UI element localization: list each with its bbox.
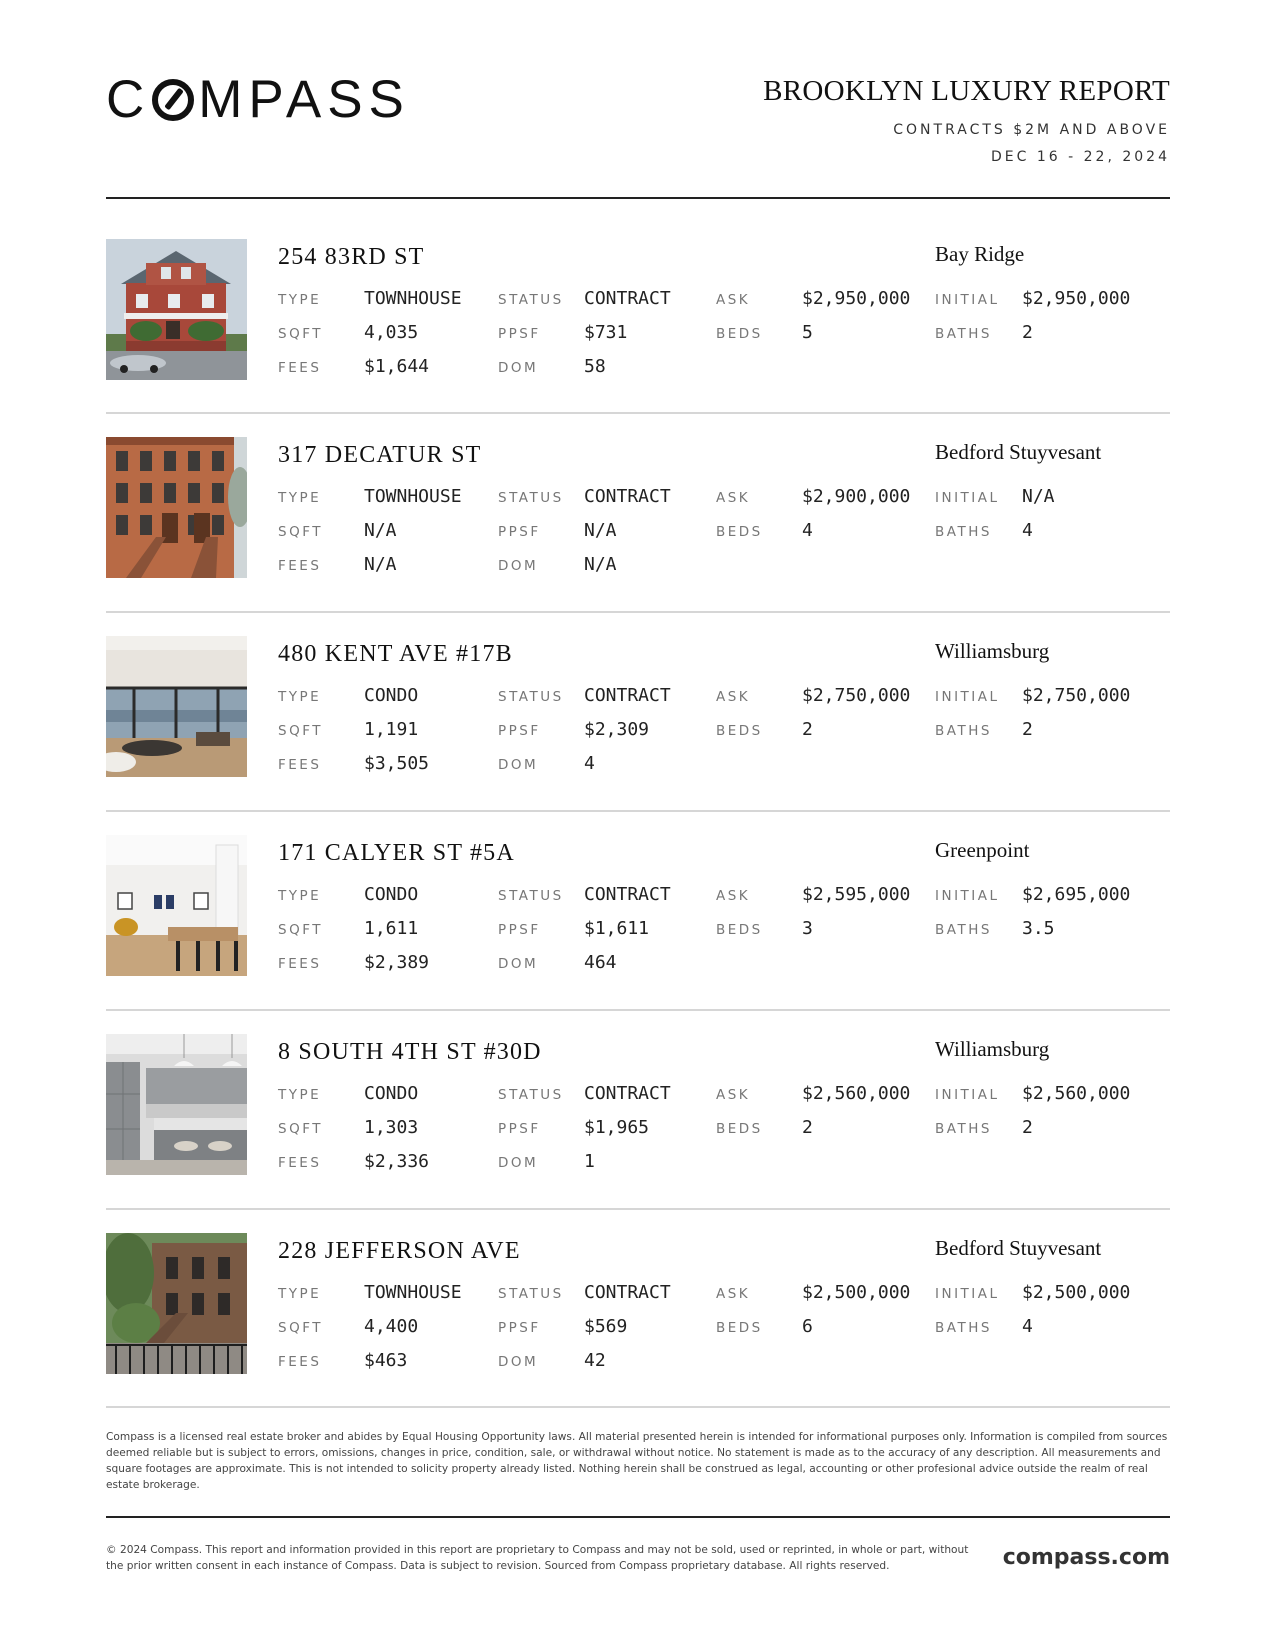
fees-label: FEES [278,956,322,972]
ppsf-label: PPSF [498,524,541,540]
beds-label: BEDS [716,524,763,540]
listing-row [106,239,1170,380]
report-heading [763,74,1170,165]
fees-value: $463 [364,1350,408,1371]
fees-value: $3,505 [364,753,430,774]
type-value: TOWNHOUSE [364,288,462,309]
status-label: STATUS [498,490,564,506]
fees-value: $1,644 [364,356,430,377]
fees-label: FEES [278,757,322,773]
sqft-value: N/A [364,520,397,541]
property-photo [106,1233,247,1374]
baths-label: BATHS [935,922,992,938]
ask-label: ASK [716,1286,751,1302]
ppsf-value: $1,965 [584,1117,650,1138]
baths-label: BATHS [935,326,992,342]
beds-label: BEDS [716,922,763,938]
ask-label: ASK [716,1087,751,1103]
status-value: CONTRACT [584,486,671,507]
property-photo [106,835,247,976]
initial-label: INITIAL [935,490,1000,506]
ppsf-label: PPSF [498,1320,541,1336]
beds-value: 4 [802,520,813,541]
beds-label: BEDS [716,1121,763,1137]
fees-label: FEES [278,360,322,376]
sqft-label: SQFT [278,723,323,739]
listing-neighborhood: Williamsburg [935,1037,1050,1061]
status-value: CONTRACT [584,884,671,905]
header-divider [106,197,1170,199]
listing-divider [106,1009,1170,1011]
ppsf-label: PPSF [498,922,541,938]
dom-label: DOM [498,1155,539,1171]
beds-value: 2 [802,1117,813,1138]
sqft-value: 1,191 [364,719,419,740]
listing-neighborhood: Bedford Stuyvesant [935,1236,1102,1260]
beds-label: BEDS [716,1320,763,1336]
dom-value: 464 [584,952,617,973]
baths-value: 4 [1022,1316,1033,1337]
sqft-value: 4,035 [364,322,419,343]
type-value: CONDO [364,884,419,905]
type-label: TYPE [278,1286,322,1302]
initial-label: INITIAL [935,689,1000,705]
initial-label: INITIAL [935,1087,1000,1103]
ppsf-value: $1,611 [584,918,650,939]
website-link[interactable]: compass.com [1002,1545,1170,1570]
baths-label: BATHS [935,524,992,540]
dom-label: DOM [498,558,539,574]
ask-value: $2,560,000 [802,1083,911,1104]
status-value: CONTRACT [584,1282,671,1303]
type-label: TYPE [278,1087,322,1103]
report-title: BROOKLYN LUXURY REPORT [763,75,1170,107]
beds-value: 2 [802,719,813,740]
dom-value: 58 [584,356,606,377]
property-photo [106,636,247,777]
dom-value: 1 [584,1151,595,1172]
logo-text-post: MPASS [198,70,410,129]
baths-label: BATHS [935,723,992,739]
initial-label: INITIAL [935,292,1000,308]
listing-row [106,437,1170,578]
baths-value: 2 [1022,719,1033,740]
initial-value: $2,500,000 [1022,1282,1131,1303]
beds-label: BEDS [716,723,763,739]
legal-disclaimer: Compass is a licensed real estate broker and abides by Equal Housing Opportunity laws. All material presented herein is intended for informational purposes only. Information is compiled from sources deemed reliable but is subject to errors, omissions, changes in price, condition, sale, or withdrawal without notice. No statement is made as to the accuracy of any description. All measurements and square footages are approximate. This is not intended to solicity property already listed. Nothing herein shall be construed as legal, accounting or other profesional advice outside the realm of real estate brokerage. [106,1431,1168,1491]
sqft-value: 4,400 [364,1316,419,1337]
report-date-range: DEC 16 - 22, 2024 [991,149,1170,165]
dom-value: N/A [584,554,617,575]
sqft-label: SQFT [278,1320,323,1336]
sqft-label: SQFT [278,326,323,342]
sqft-value: 1,611 [364,918,419,939]
ask-label: ASK [716,292,751,308]
type-label: TYPE [278,490,322,506]
type-label: TYPE [278,888,322,904]
beds-value: 3 [802,918,813,939]
compass-logo [106,72,410,128]
ask-value: $2,595,000 [802,884,911,905]
listing-address: 228 JEFFERSON AVE [278,1238,521,1264]
report-page [106,0,1170,1650]
listing-row [106,1233,1170,1374]
ask-label: ASK [716,888,751,904]
listing-address: 8 SOUTH 4TH ST #30D [278,1039,542,1065]
listing-neighborhood: Williamsburg [935,639,1050,663]
listing-address: 171 CALYER ST #5A [278,840,515,866]
initial-value: $2,695,000 [1022,884,1131,905]
listing-divider [106,1406,1170,1408]
report-subtitle: CONTRACTS $2M AND ABOVE [893,122,1170,138]
dom-label: DOM [498,757,539,773]
dom-value: 42 [584,1350,606,1371]
beds-label: BEDS [716,326,763,342]
type-label: TYPE [278,689,322,705]
status-label: STATUS [498,292,564,308]
sqft-label: SQFT [278,922,323,938]
fees-value: $2,389 [364,952,430,973]
sqft-label: SQFT [278,524,323,540]
status-label: STATUS [498,888,564,904]
beds-value: 6 [802,1316,813,1337]
initial-value: $2,750,000 [1022,685,1131,706]
sqft-label: SQFT [278,1121,323,1137]
type-label: TYPE [278,292,322,308]
listing-row [106,636,1170,777]
type-value: CONDO [364,685,419,706]
dom-label: DOM [498,956,539,972]
fees-label: FEES [278,558,322,574]
ask-value: $2,950,000 [802,288,911,309]
baths-value: 2 [1022,322,1033,343]
ask-value: $2,750,000 [802,685,911,706]
dom-value: 4 [584,753,595,774]
ppsf-value: $731 [584,322,628,343]
baths-label: BATHS [935,1121,992,1137]
property-photo [106,437,247,578]
ppsf-value: $2,309 [584,719,650,740]
ppsf-label: PPSF [498,326,541,342]
ask-label: ASK [716,689,751,705]
fees-value: N/A [364,554,397,575]
listing-divider [106,1208,1170,1210]
dom-label: DOM [498,360,539,376]
footer-divider [106,1516,1170,1518]
ppsf-label: PPSF [498,723,541,739]
status-value: CONTRACT [584,685,671,706]
listing-divider [106,810,1170,812]
listing-address: 317 DECATUR ST [278,442,482,468]
status-label: STATUS [498,689,564,705]
listing-neighborhood: Bay Ridge [935,242,1025,266]
baths-value: 3.5 [1022,918,1055,939]
initial-value: $2,950,000 [1022,288,1131,309]
fees-value: $2,336 [364,1151,430,1172]
type-value: TOWNHOUSE [364,486,462,507]
logo-compass-o-icon [152,79,194,121]
type-value: CONDO [364,1083,419,1104]
property-photo [106,239,247,380]
initial-value: N/A [1022,486,1055,507]
copyright-notice: © 2024 Compass. This report and information provided in this report are proprietary to Compass and may not be sold, used or reprinted, in whole or part, without the prior written consent in each instance of Compass. Data is subject to revision. Sourced from Compass proprietary database. All rights reserved. [106,1544,969,1572]
ask-value: $2,900,000 [802,486,911,507]
status-label: STATUS [498,1087,564,1103]
baths-label: BATHS [935,1320,992,1336]
listing-address: 480 KENT AVE #17B [278,641,513,667]
beds-value: 5 [802,322,813,343]
listing-divider [106,611,1170,613]
initial-value: $2,560,000 [1022,1083,1131,1104]
ask-label: ASK [716,490,751,506]
baths-value: 4 [1022,520,1033,541]
dom-label: DOM [498,1354,539,1370]
property-photo [106,1034,247,1175]
type-value: TOWNHOUSE [364,1282,462,1303]
ppsf-label: PPSF [498,1121,541,1137]
listing-address: 254 83RD ST [278,244,425,270]
status-value: CONTRACT [584,288,671,309]
initial-label: INITIAL [935,888,1000,904]
ppsf-value: $569 [584,1316,628,1337]
fees-label: FEES [278,1155,322,1171]
status-label: STATUS [498,1286,564,1302]
listing-divider [106,412,1170,414]
ppsf-value: N/A [584,520,617,541]
listing-row [106,1034,1170,1175]
listing-neighborhood: Greenpoint [935,838,1030,862]
status-value: CONTRACT [584,1083,671,1104]
baths-value: 2 [1022,1117,1033,1138]
logo-text-pre: C [106,70,151,129]
sqft-value: 1,303 [364,1117,419,1138]
initial-label: INITIAL [935,1286,1000,1302]
listing-neighborhood: Bedford Stuyvesant [935,440,1102,464]
listing-row [106,835,1170,976]
ask-value: $2,500,000 [802,1282,911,1303]
fees-label: FEES [278,1354,322,1370]
